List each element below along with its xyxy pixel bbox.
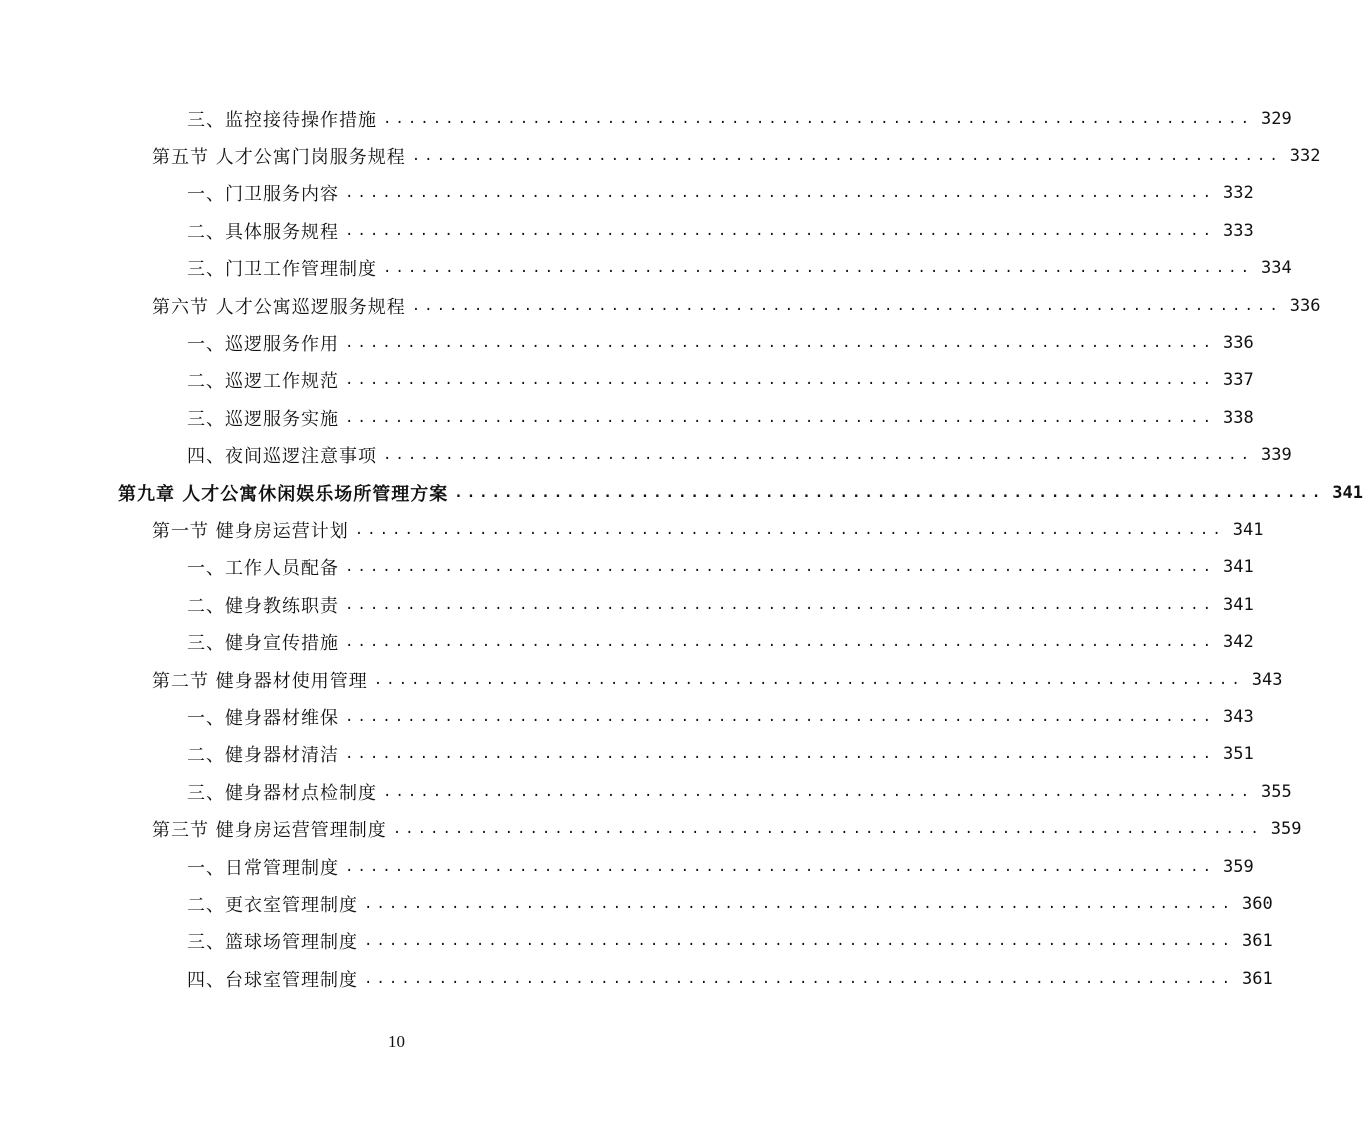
toc-entry-page-number: 342	[1223, 632, 1254, 653]
toc-entry-label: 三、健身宣传措施	[187, 633, 339, 655]
toc-entry-label: 第二节 健身器材使用管理	[152, 670, 368, 692]
dot-leader: ......................................................................	[364, 933, 1235, 950]
toc-entry-label: 四、台球室管理制度	[187, 969, 358, 991]
toc-entry-page-number: 341	[1223, 594, 1254, 615]
toc-entry-item[interactable]	[0, 212, 1254, 249]
dot-leader: ......................................................................	[345, 596, 1216, 613]
toc-entry-page-number: 351	[1223, 744, 1254, 765]
toc-entry-page-number: 329	[1261, 108, 1292, 129]
toc-entry-item[interactable]	[0, 399, 1254, 436]
toc-entry-page-number: 341	[1232, 519, 1264, 540]
toc-entry-item[interactable]	[0, 885, 1273, 922]
toc-entry-page-number: 343	[1251, 669, 1283, 690]
toc-entry-page-number: 334	[1261, 258, 1292, 279]
toc-entry-label: 一、工作人员配备	[187, 558, 339, 580]
toc-entry-item[interactable]	[0, 698, 1254, 735]
toc-entry-page-number: 343	[1223, 706, 1254, 727]
dot-leader: ......................................................................	[373, 671, 1244, 688]
dot-leader: ......................................................................	[383, 260, 1254, 277]
toc-entry-page-number: 341	[1332, 482, 1363, 503]
dot-leader: ......................................................................	[345, 858, 1216, 875]
dot-leader: ......................................................................	[345, 335, 1216, 352]
toc-entry-item[interactable]	[0, 623, 1254, 660]
dot-leader: ......................................................................	[345, 409, 1216, 426]
toc-entry-section[interactable]	[0, 810, 1302, 847]
toc-entry-label: 三、门卫工作管理制度	[187, 259, 377, 281]
toc-entry-item[interactable]	[0, 773, 1292, 810]
dot-leader: ......................................................................	[345, 746, 1216, 763]
toc-entry-label: 第五节 人才公寓门岗服务规程	[152, 147, 406, 169]
dot-leader: ......................................................................	[345, 559, 1216, 576]
dot-leader: ......................................................................	[345, 372, 1216, 389]
toc-entry-label: 第六节 人才公寓巡逻服务规程	[152, 296, 406, 318]
toc-entry-item[interactable]	[0, 324, 1254, 361]
toc-entry-page-number: 359	[1223, 856, 1254, 877]
toc-entry-chapter[interactable]	[0, 474, 1363, 511]
dot-leader: ......................................................................	[411, 148, 1282, 165]
toc-entry-item[interactable]	[0, 100, 1292, 137]
toc-entry-page-number: 338	[1223, 407, 1254, 428]
toc-entry-label: 二、健身器材清洁	[187, 745, 339, 767]
toc-entry-label: 二、具体服务规程	[187, 221, 339, 243]
toc-entry-page-number: 337	[1223, 370, 1254, 391]
toc-entry-item[interactable]	[0, 848, 1254, 885]
toc-entry-page-number: 333	[1223, 220, 1254, 241]
toc-entry-label: 二、健身教练职责	[187, 595, 339, 617]
toc-entry-page-number: 336	[1223, 333, 1254, 354]
toc-entry-item[interactable]	[0, 175, 1254, 212]
dot-leader: ......................................................................	[364, 895, 1235, 912]
toc-entry-label: 二、巡逻工作规范	[187, 371, 339, 393]
dot-leader: ......................................................................	[383, 110, 1254, 127]
toc-entry-item[interactable]	[0, 736, 1254, 773]
toc-entry-item[interactable]	[0, 586, 1254, 623]
toc-entry-label: 第九章 人才公寓休闲娱乐场所管理方案	[118, 483, 449, 505]
dot-leader: ......................................................................	[345, 708, 1216, 725]
dot-leader: ......................................................................	[383, 447, 1254, 464]
dot-leader: ......................................................................	[345, 634, 1216, 651]
toc-entry-label: 四、夜间巡逻注意事项	[187, 446, 377, 468]
dot-leader: ......................................................................	[345, 185, 1216, 202]
toc-entry-label: 第三节 健身房运营管理制度	[152, 820, 387, 842]
toc-entry-label: 三、巡逻服务实施	[187, 408, 339, 430]
toc-entry-label: 三、健身器材点检制度	[187, 782, 377, 804]
toc-entry-item[interactable]	[0, 549, 1254, 586]
dot-leader: ......................................................................	[454, 484, 1325, 501]
toc-entry-label: 第一节 健身房运营计划	[152, 520, 349, 542]
dot-leader: ......................................................................	[411, 297, 1282, 314]
toc-entry-label: 三、监控接待操作措施	[187, 109, 377, 131]
toc-entry-section[interactable]	[0, 661, 1283, 698]
toc-entry-page-number: 332	[1289, 146, 1321, 167]
toc-entry-page-number: 339	[1261, 445, 1292, 466]
dot-leader: ......................................................................	[345, 222, 1216, 239]
dot-leader: ......................................................................	[383, 783, 1254, 800]
toc-entry-section[interactable]	[0, 137, 1321, 174]
toc-entry-item[interactable]	[0, 960, 1273, 997]
toc-entry-page-number: 336	[1289, 295, 1321, 316]
toc-entry-label: 一、健身器材维保	[187, 707, 339, 729]
toc-entry-label: 二、更衣室管理制度	[187, 894, 358, 916]
toc-entry-page-number: 359	[1270, 819, 1302, 840]
toc-entry-item[interactable]	[0, 250, 1292, 287]
toc-entry-item[interactable]	[0, 437, 1292, 474]
toc-entry-label: 三、篮球场管理制度	[187, 932, 358, 954]
toc-entry-page-number: 332	[1223, 183, 1254, 204]
table-of-contents	[0, 100, 1363, 997]
toc-entry-item[interactable]	[0, 362, 1254, 399]
toc-entry-label: 一、日常管理制度	[187, 857, 339, 879]
toc-entry-label: 一、门卫服务内容	[187, 184, 339, 206]
toc-entry-label: 一、巡逻服务作用	[187, 334, 339, 356]
dot-leader: ......................................................................	[364, 970, 1235, 987]
toc-entry-page-number: 355	[1261, 781, 1292, 802]
dot-leader: ......................................................................	[392, 821, 1263, 838]
toc-entry-page-number: 360	[1242, 893, 1273, 914]
toc-entry-page-number: 361	[1242, 968, 1273, 989]
toc-entry-page-number: 341	[1223, 557, 1254, 578]
toc-entry-item[interactable]	[0, 923, 1273, 960]
toc-entry-page-number: 361	[1242, 931, 1273, 952]
page-number: 10	[388, 1032, 405, 1051]
toc-entry-section[interactable]	[0, 511, 1264, 548]
dot-leader: ......................................................................	[354, 521, 1225, 538]
toc-entry-section[interactable]	[0, 287, 1321, 324]
